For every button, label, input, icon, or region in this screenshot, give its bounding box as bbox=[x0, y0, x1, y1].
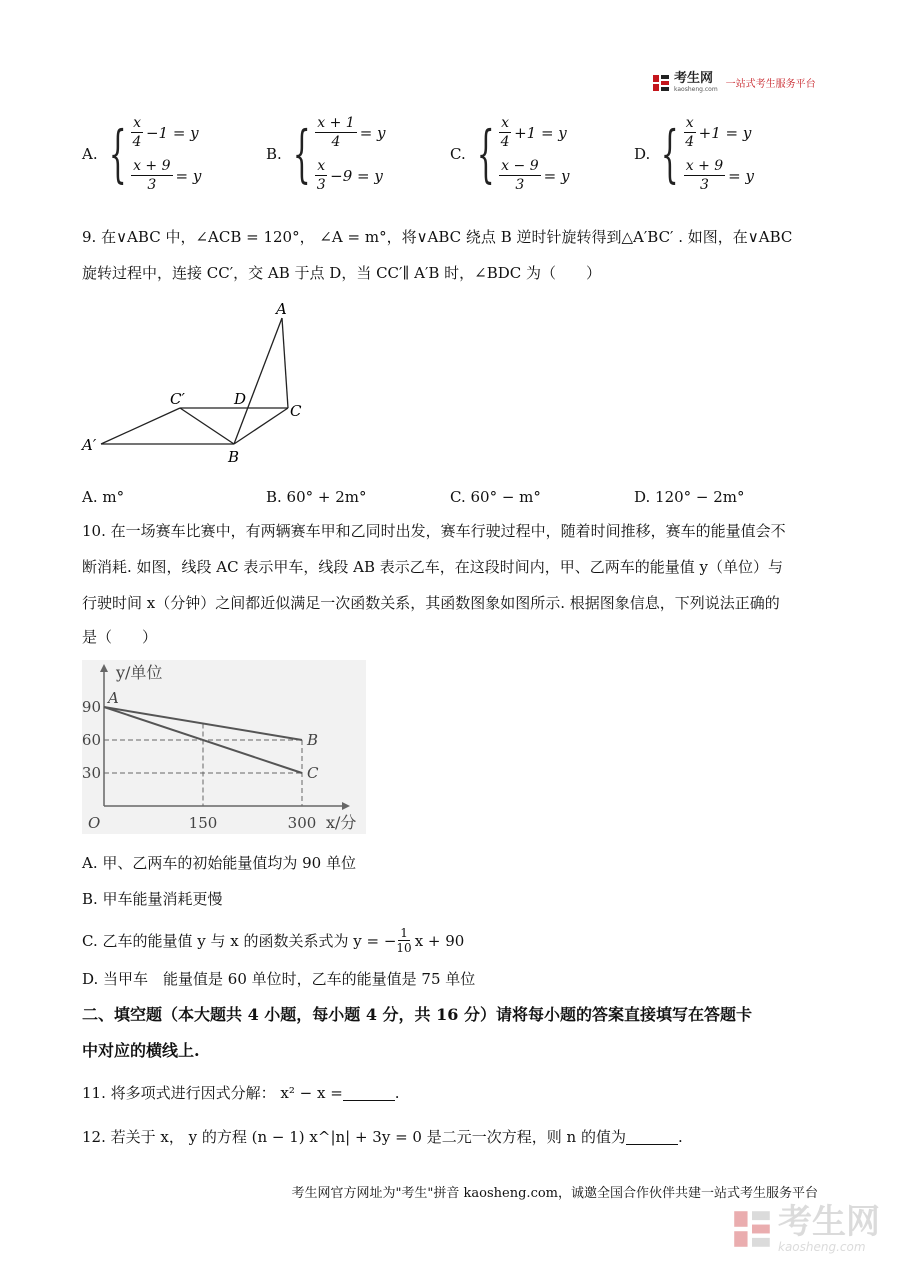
fraction-denominator: 3 bbox=[515, 177, 525, 193]
q10-line2: 断消耗. 如图，线段 AC 表示甲车，线段 AB 表示乙车，在这段时间内，甲、乙两车的能量值 y（单位）与 bbox=[82, 558, 784, 576]
equation bbox=[499, 157, 569, 194]
fraction bbox=[315, 114, 356, 151]
fraction-denominator: 3 bbox=[316, 177, 326, 193]
equation-rest: = y bbox=[359, 123, 386, 142]
q10-option-a: A. 甲、乙两车的初始能量值均为 90 单位 bbox=[82, 854, 356, 872]
logo-url: kaosheng.com bbox=[674, 86, 718, 93]
q12 bbox=[82, 1126, 683, 1148]
q8-option-letter: B. bbox=[266, 145, 282, 163]
label-C-prime: C′ bbox=[170, 390, 185, 408]
q8-option-letter: D. bbox=[634, 145, 651, 163]
q8-option bbox=[450, 114, 569, 194]
fraction-denominator: 3 bbox=[147, 177, 157, 193]
equation-rest: +1 = y bbox=[698, 123, 752, 142]
fraction bbox=[131, 114, 143, 151]
watermark-url: kaosheng.com bbox=[778, 1240, 866, 1254]
q12-text: 12. 若关于 x， y 的方程 (n − 1) x^|n| + 3y = 0 是二元一次方程，则 n 的值为 bbox=[82, 1128, 626, 1146]
segment-b-c bbox=[234, 408, 288, 444]
q8-option bbox=[266, 114, 386, 194]
fraction-denominator: 3 bbox=[699, 177, 709, 193]
q10-energy-chart bbox=[80, 658, 370, 838]
fraction-denominator: 4 bbox=[685, 134, 695, 150]
label-B: B bbox=[228, 448, 240, 466]
equation-rest: = y bbox=[543, 166, 570, 185]
q11-end: . bbox=[394, 1084, 400, 1102]
q11-answer-blank bbox=[343, 1086, 395, 1101]
fraction bbox=[499, 114, 511, 151]
y-tick-label-60: 60 bbox=[81, 731, 101, 749]
equation-rest: +1 = y bbox=[514, 123, 567, 142]
logo-slogan: 一站式考生服务平台 bbox=[725, 79, 816, 90]
section-2-heading-line1: 二、填空题（本大题共 4 小题，每小题 4 分，共 16 分）请将每小题的答案直接填写在答题卡 bbox=[82, 1005, 752, 1024]
equation-rest: −1 = y bbox=[145, 123, 199, 142]
equation bbox=[315, 114, 385, 151]
fraction-denominator: 4 bbox=[500, 134, 510, 150]
q10-option-c-prefix: C. 乙车的能量值 y 与 x 的函数关系式为 y = − bbox=[82, 931, 397, 950]
brace-icon: { bbox=[476, 117, 495, 190]
q10-option-c-suffix: x + 90 bbox=[414, 931, 465, 950]
fraction-numerator: x + 9 bbox=[133, 158, 171, 174]
equation-system bbox=[315, 114, 385, 194]
origin-label: O bbox=[88, 814, 101, 832]
q8-option bbox=[634, 114, 754, 194]
equation-system bbox=[131, 114, 201, 194]
equation bbox=[499, 114, 569, 151]
fraction bbox=[499, 157, 540, 194]
q9-line1: 9. 在∨ABC 中，∠ACB = 120°， ∠A = m°，将∨ABC 绕点 B 逆时针旋转得到△A′BC′ . 如图，在∨ABC bbox=[82, 228, 793, 246]
q10-option-c-num: 1 bbox=[400, 926, 408, 940]
x-tick-label-300: 300 bbox=[287, 814, 317, 832]
equation-system bbox=[499, 114, 569, 194]
brace-icon: { bbox=[108, 117, 127, 190]
segment-a-prime-c-prime bbox=[101, 408, 180, 444]
q12-answer-blank bbox=[626, 1130, 678, 1145]
equation-system bbox=[684, 114, 754, 194]
equation bbox=[684, 157, 754, 194]
y-tick-label-90: 90 bbox=[81, 698, 101, 716]
q9-option-a: A. m° bbox=[82, 488, 125, 506]
equation-rest: −9 = y bbox=[330, 166, 383, 185]
series-end-label-B: B bbox=[307, 731, 319, 749]
label-A-prime: A′ bbox=[82, 436, 97, 454]
equation bbox=[315, 157, 385, 194]
brace-icon: { bbox=[661, 117, 679, 190]
label-D: D bbox=[234, 390, 247, 408]
watermark-logo-icon bbox=[732, 1209, 772, 1249]
q10-option-b: B. 甲车能量消耗更慢 bbox=[82, 890, 223, 908]
equation-rest: = y bbox=[175, 166, 202, 185]
fraction-denominator: 4 bbox=[331, 134, 341, 150]
q9-triangle-figure bbox=[76, 296, 316, 472]
fraction-numerator: x bbox=[317, 158, 326, 174]
kaosheng-logo-icon bbox=[652, 74, 670, 92]
x-tick-label-150: 150 bbox=[188, 814, 218, 832]
q9-option-d: D. 120° − 2m° bbox=[634, 488, 745, 506]
q10-line3: 行驶时间 x（分钟）之间都近似满足一次函数关系，其函数图象如图所示. 根据图象信息，下列说法正确的 bbox=[82, 594, 780, 612]
fraction bbox=[315, 157, 327, 194]
q10-line1: 10. 在一场赛车比赛中，有两辆赛车甲和乙同时出发，赛车行驶过程中，随着时间推移，赛车的能量值会不 bbox=[82, 522, 786, 540]
x-axis-label: x/分 bbox=[326, 813, 357, 832]
fraction bbox=[684, 114, 696, 151]
fraction-numerator: x bbox=[685, 115, 694, 131]
header-logo bbox=[652, 72, 816, 93]
q11-text: 11. 将多项式进行因式分解： x² − x = bbox=[82, 1084, 343, 1102]
equation-rest: = y bbox=[728, 166, 754, 185]
logo-name: 考生网 bbox=[674, 71, 714, 86]
q9-option-b: B. 60° + 2m° bbox=[266, 488, 367, 506]
q10-option-c-den: 10 bbox=[396, 941, 412, 955]
fraction-numerator: x + 1 bbox=[317, 115, 355, 131]
q10-option-d: D. 当甲车 能量值是 60 单位时，乙车的能量值是 75 单位 bbox=[82, 970, 476, 988]
q10-line4: 是（ ） bbox=[82, 628, 158, 646]
q10-option-c bbox=[82, 926, 464, 955]
label-A: A bbox=[276, 300, 287, 318]
fraction-numerator: x bbox=[133, 115, 141, 131]
section-2-heading-line2: 中对应的横线上. bbox=[82, 1041, 200, 1060]
watermark bbox=[732, 1204, 880, 1254]
series-start-label-A: A bbox=[108, 689, 119, 707]
fraction-numerator: x − 9 bbox=[501, 158, 539, 174]
watermark-text: 考生网 bbox=[778, 1202, 880, 1242]
q8-option-letter: C. bbox=[450, 145, 466, 163]
y-axis-label: y/单位 bbox=[116, 663, 163, 682]
q11 bbox=[82, 1082, 400, 1104]
fraction bbox=[684, 157, 725, 194]
fraction bbox=[131, 157, 172, 194]
brace-icon: { bbox=[292, 117, 311, 190]
segment-c-prime-b bbox=[180, 408, 234, 444]
segment-b-a bbox=[234, 318, 282, 444]
series-end-label-C: C bbox=[307, 764, 319, 782]
q8-option-letter: A. bbox=[82, 145, 98, 163]
q9-line2: 旋转过程中，连接 CC′，交 AB 于点 D，当 CC′∥ A′B 时，∠BDC 为（ ） bbox=[82, 264, 602, 282]
y-tick-label-30: 30 bbox=[81, 764, 101, 782]
q12-end: . bbox=[677, 1128, 683, 1146]
footer-text: 考生网官方网址为"考生"拼音 kaosheng.com，诚邀全国合作伙伴共建一站式考生服务平台 bbox=[291, 1186, 818, 1201]
fraction-numerator: x + 9 bbox=[685, 158, 724, 174]
q8-option bbox=[82, 114, 201, 194]
label-C: C bbox=[290, 402, 302, 420]
q10-option-c-fraction bbox=[396, 926, 411, 955]
q9-option-c: C. 60° − m° bbox=[450, 488, 541, 506]
equation bbox=[131, 114, 201, 151]
equation bbox=[131, 157, 201, 194]
fraction-numerator: x bbox=[501, 115, 510, 131]
segment-a-c bbox=[282, 318, 288, 408]
equation bbox=[684, 114, 754, 151]
fraction-denominator: 4 bbox=[132, 134, 142, 150]
